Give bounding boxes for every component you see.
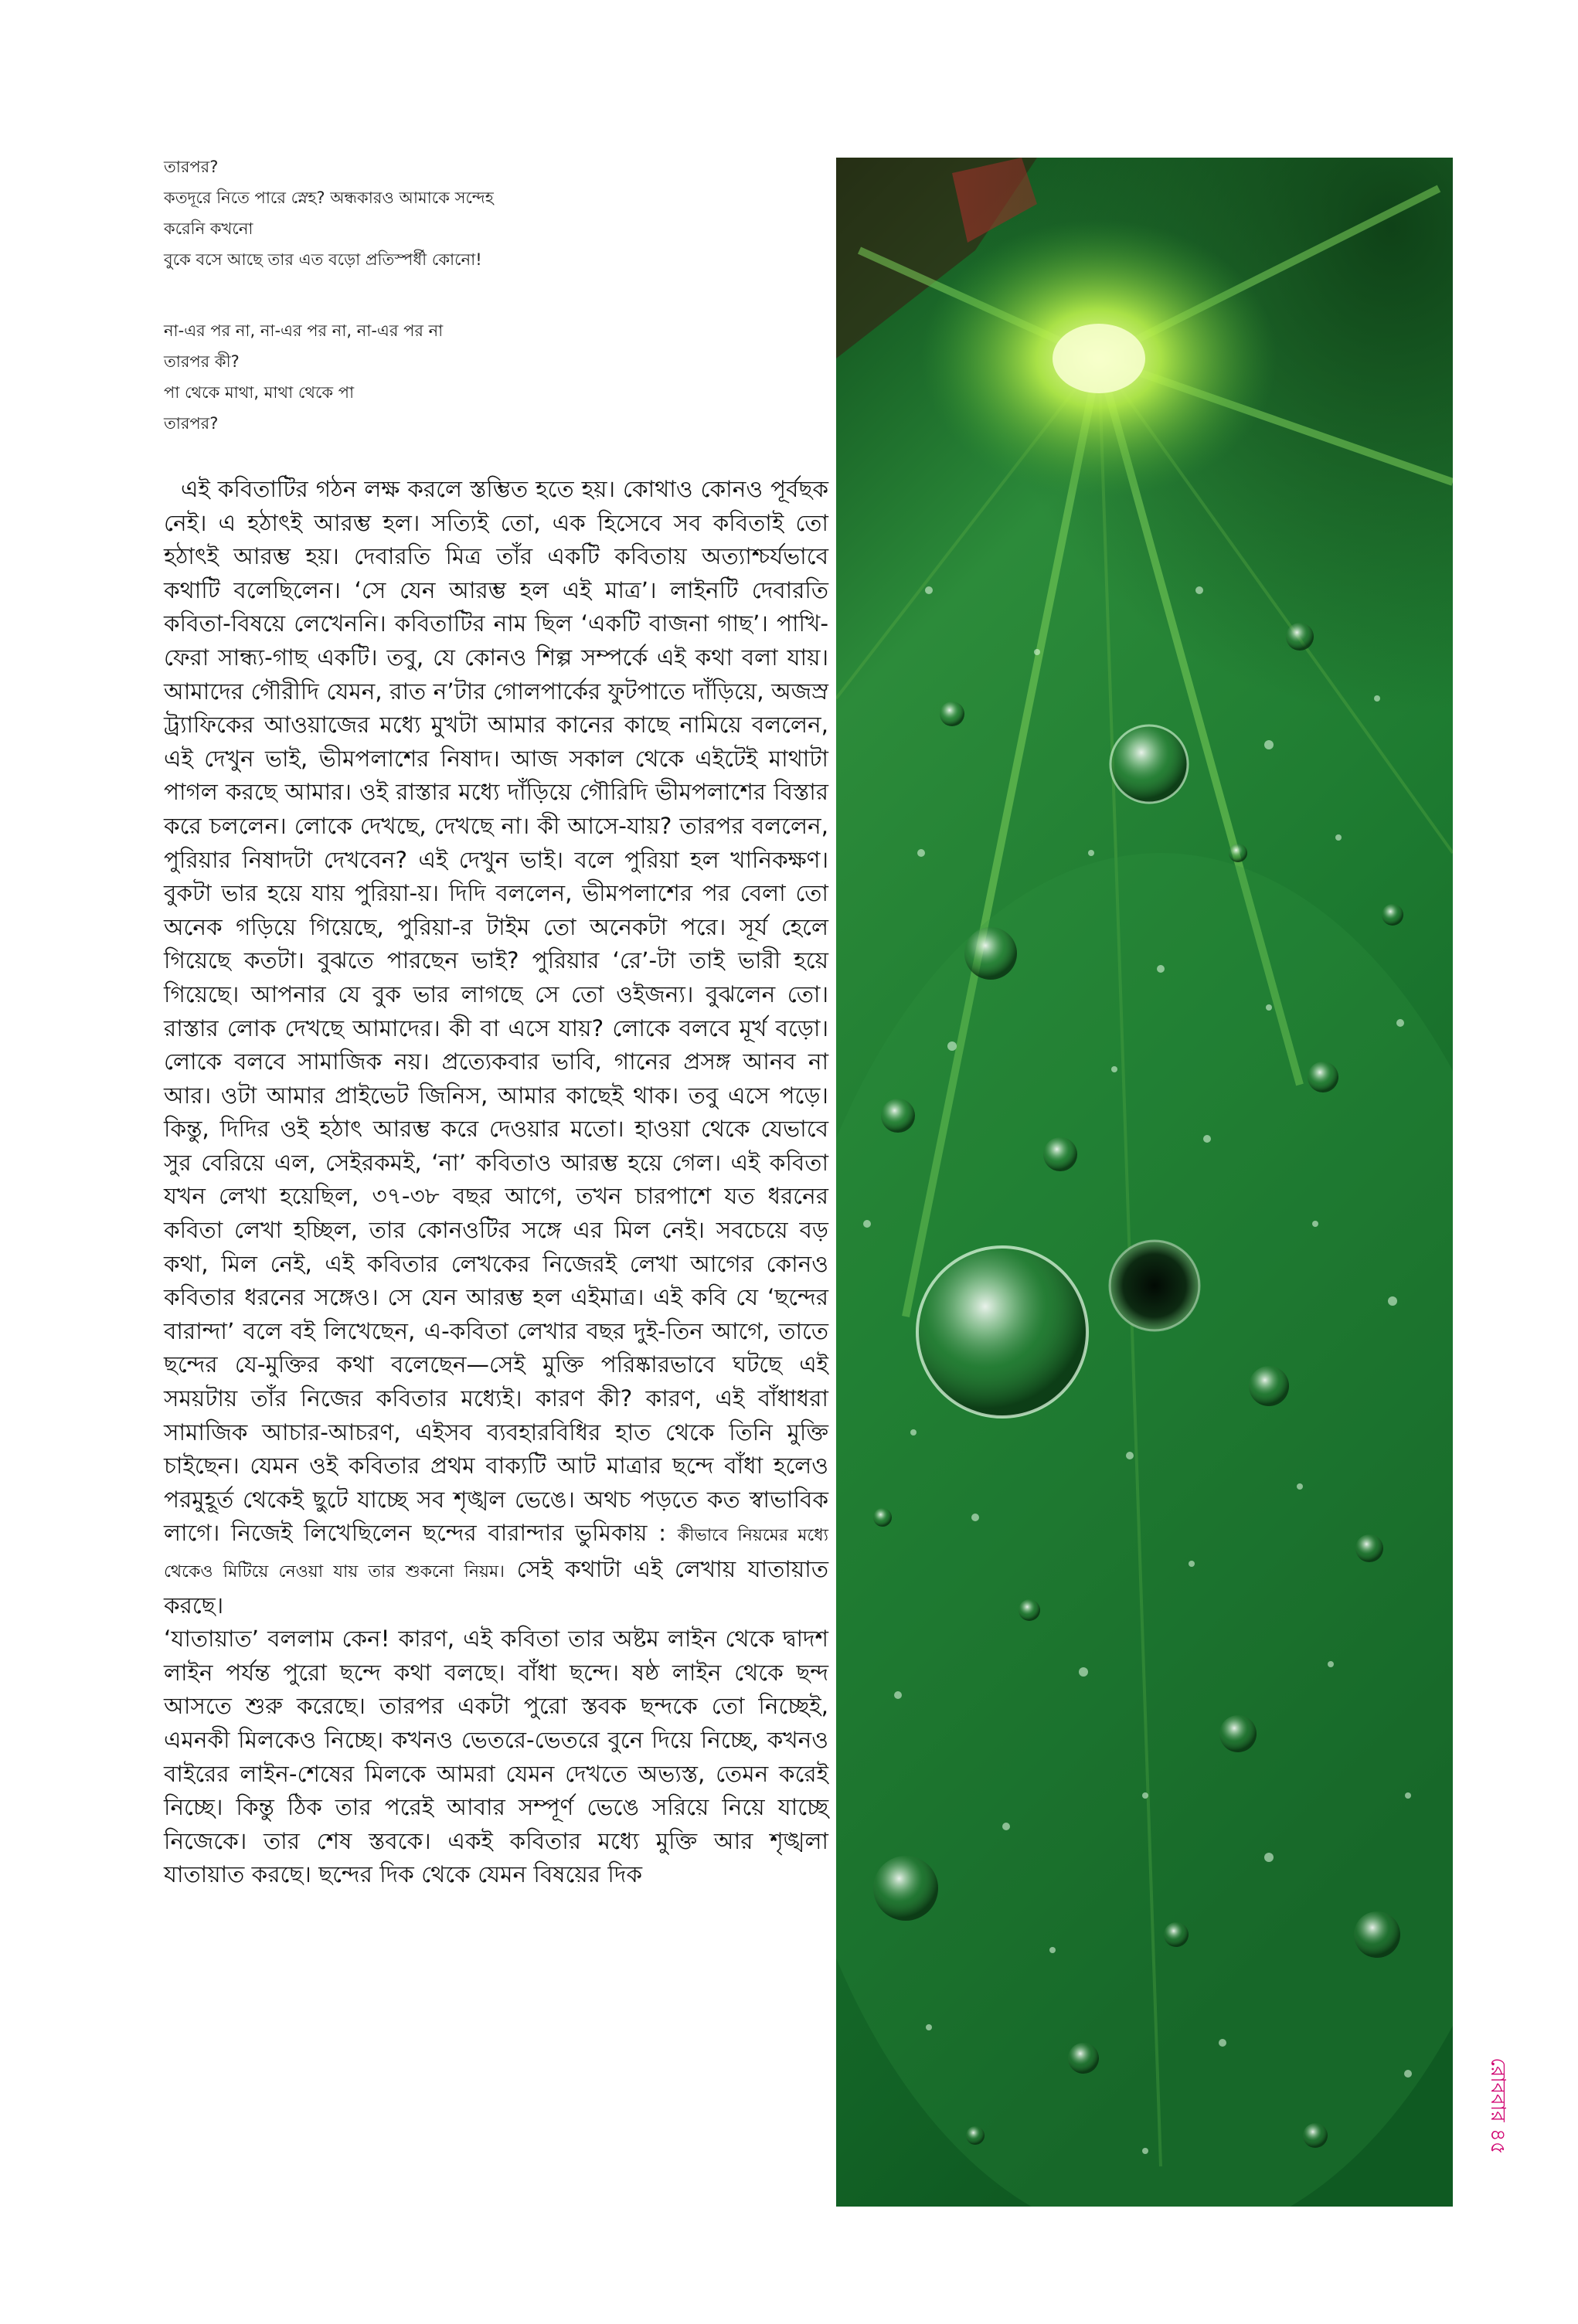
poem-stanza [164, 315, 828, 439]
poem-excerpt [164, 151, 828, 439]
folio [1474, 2057, 1520, 2155]
poem-line: বুকে বসে আছে তার এত বড়ো প্রতিস্পর্ধী কোনো! [164, 250, 482, 269]
inline-quotation: কীভাবে নিয়মের মধ্যে থেকেও মিটিয়ে নেওয়া যায় তার শুকনো নিয়ম। [164, 1526, 828, 1582]
paragraph-text: সেই কথাটা এই লেখায় যাতায়াত করছে। [164, 1556, 828, 1619]
article-paragraph [164, 473, 828, 1622]
poem-line: তারপর? [164, 414, 219, 433]
poem-line: না-এর পর না, না-এর পর না, না-এর পর না [164, 321, 444, 340]
leaf-water-drops-photo [836, 158, 1453, 2207]
poem-line: পা থেকে মাথা, মাথা থেকে পা [164, 383, 355, 402]
paragraph-text: এই কবিতাটির গঠন লক্ষ করলে স্তম্ভিত হতে হয়। কোথাও কোনও পূর্বছক নেই। এ হঠাৎই আরম্ভ হল। সত্যিই তো, এক হিসেবে সব কবিতাই তো হঠাৎই আরম্ভ হয়। দেবারতি মিত্র তাঁর একটি কবিতায় অত্যাশ্চর্যভাবে কথাটি বলেছিলেন। ‘সে যেন আরম্ভ হল এই মাত্র’। লাইনটি দেবারতি কবিতা-বিষয়ে লেখেননি। কবিতাটির নাম ছিল ‘একটি বাজনা গাছ’। পাখি-ফেরা সান্ধ্য-গাছ একটি। তবু, যে কোনও শিল্প সম্পর্কে এই কথা বলা যায়। আমাদের গৌরীদি যেমন, রাত ন’টার গোলপার্কের ফুটপাতে দাঁড়িয়ে, অজস্র ট্র্যাফিকের আওয়াজের মধ্যে মুখটা আমার কানের কাছে নামিয়ে বললেন, এই দেখুন ভাই, ভীমপলাশের নিষাদ। আজ সকাল থেকে এইটেই মাথাটা পাগল করছে আমার। ওই রাস্তার মধ্যে দাঁড়িয়ে গৌরিদি ভীমপলাশের বিস্তার করে চললেন। লোকে দেখছে, দেখছে না। কী আসে-যায়? তারপর বললেন, পুরিয়ার নিষাদটা দেখবেন? এই দেখুন ভাই। বলে পুরিয়া হল খানিকক্ষণ। বুকটা ভার হয়ে যায় পুরিয়া-য়। দিদি বললেন, ভীমপলাশের পর বেলা তো অনেক গড়িয়ে গিয়েছে, পুরিয়া-র টাইম তো অনেকটা পরে। সূর্য হেলে গিয়েছে কতটা। বুঝতে পারছেন ভাই? পুরিয়ার ‘রে’-টা তাই ভারী হয়ে গিয়েছে। আপনার যে বুক ভার লাগছে সে তো ওইজন্য। বুঝলেন তো। রাস্তার লোক দেখছে আমাদের। কী বা এসে যায়? লোকে বলবে মূর্খ বড়ো। লোকে বলবে সামাজিক নয়। প্রত্যেকবার ভাবি, গানের প্রসঙ্গ আনব না আর। ওটা আমার প্রাইভেট জিনিস, আমার কাছেই থাক। তবু এসে পড়ে। কিন্তু, দিদির ওই হঠাৎ আরম্ভ করে দেওয়ার মতো। হাওয়া থেকে যেভাবে সুর বেরিয়ে এল, সেইরকমই, ‘না’ কবিতাও আরম্ভ হয়ে গেল। এই কবিতা যখন লেখা হয়েছিল, ৩৭-৩৮ বছর আগে, তখন চারপাশে যত ধরনের কবিতা লেখা হচ্ছিল, তার কোনওটির সঙ্গে এর মিল নেই। সবচেয়ে বড় কথা, মিল নেই, এই কবিতার লেখকের নিজেরই লেখা আগের কোনও কবিতার ধরনের সঙ্গেও। সে যেন আরম্ভ হল এইমাত্র। এই কবি যে ‘ছন্দের বারান্দা’ বলে বই লিখেছেন, এ-কবিতা লেখার বছর দুই-তিন আগে, তাতে ছন্দের যে-মুক্তির কথা বলেছেন—সেই মুক্তি পরিষ্কারভাবে ঘটছে এই সময়টায় তাঁর নিজের কবিতার মধ্যেই। কারণ কী? কারণ, এই বাঁধাধরা সামাজিক আচার-আচরণ, এইসব ব্যবহারবিধির হাত থেকে তিনি মুক্তি চাইছেন। যেমন ওই কবিতার প্রথম বাক্যটি আট মাত্রার ছন্দে বাঁধা হলেও পরমুহূর্ত থেকেই ছুটে যাচ্ছে সব শৃঙ্খল ভেঙে। অথচ পড়তে কত স্বাভাবিক লাগে। নিজেই লিখেছিলেন ছন্দের বারান্দার ভুমিকায় : [164, 476, 828, 1547]
poem-line: তারপর কী? [164, 352, 240, 371]
article-paragraph: ‘যাতায়াত’ বললাম কেন! কারণ, এই কবিতা তার অষ্টম লাইন থেকে দ্বাদশ লাইন পর্যন্ত পুরো ছন্দে কথা বলছে। বাঁধা ছন্দে। ষষ্ঠ লাইন থেকে ছন্দ আসতে শুরু করেছে। তারপর একটা পুরো স্তবক ছন্দকে তো নিচ্ছেই, এমনকী মিলকেও নিচ্ছে। কখনও ভেতরে-ভেতরে বুনে দিয়ে নিচ্ছে, কখনও বাইরের লাইন-শেষের মিলকে আমরা যেমন দেখতে অভ্যস্ত, তেমন করেই নিচ্ছে। কিন্তু ঠিক তার পরেই আবার সম্পূর্ণ ভেঙে সরিয়ে নিয়ে যাচ্ছে নিজেকে। তার শেষ স্তবকে। একই কবিতার মধ্যে মুক্তি আর শৃঙ্খলা যাতায়াত করছে। ছন্দের দিক থেকে যেমন বিষয়ের দিক [164, 1626, 828, 1888]
poem-line: তারপর? [164, 158, 219, 176]
magazine-name-page-number: রোববার ৪৫ [1486, 2057, 1509, 2155]
stanza-break [164, 275, 828, 315]
article-body [164, 473, 828, 1892]
poem-stanza [164, 151, 828, 275]
poem-line: করেনি কখনো [164, 219, 253, 238]
photo-illustration [836, 158, 1453, 2207]
poem-line: কতদূরে নিতে পারে স্নেহ? অন্ধকারও আমাকে সন্দেহ [164, 189, 494, 207]
